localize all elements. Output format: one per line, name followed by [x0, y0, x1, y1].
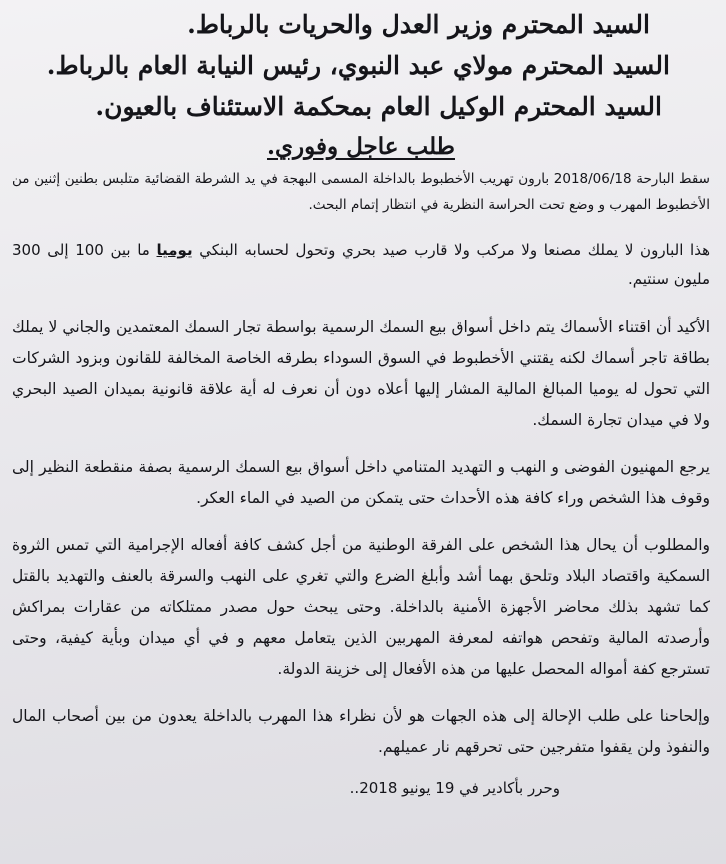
paragraph-insistence: وإلحاحنا على طلب الإحالة إلى هذه الجهات هو لأن نظراء هذا المهرب بالداخلة يعدون من بين أصحاب المال والنفوذ ولن يقفوا متفرجين حتى تحرقهم نار عميلهم. — [12, 707, 710, 756]
addressee-minister: السيد المحترم وزير العدل والحريات بالرباط. — [187, 10, 650, 39]
subject-text: طلب عاجل وفوري. — [267, 133, 455, 160]
addressee-public-prosecution-head: السيد المحترم مولاي عبد النبوي، رئيس النيابة العام بالرباط. — [46, 51, 670, 80]
paragraph-black-market: الأكيد أن اقتناء الأسماك يتم داخل أسواق بيع السمك الرسمية بواسطة تجار السمك المعتمدين والجاني لا يملك بطاقة تاجر أسماك لكنه يقتني الأخطبوط في السوق السوداء بطرقه الخاصة المخالفة للقانون وبزود الشركات التي تحول له يوميا المبالغ المالية المشار إليها أعلاه دون أن نعرف له أية علاقة قانونية بميدان الصيد البحري ولا في ميدان تجارة السمك. — [12, 318, 710, 429]
subject-line — [12, 133, 710, 160]
paragraph-request: والمطلوب أن يحال هذا الشخص على الفرقة الوطنية من أجل كشف كافة أفعاله الإجرامية التي تمس الثروة السمكية واقتصاد البلاد وتلحق بهما أشد وأبلغ الضرع والتي تغري على النهب والسرقة بالعنف والتهديد بالقتل كما تشهد بذلك محاضر الأجهزة الأمنية بالداخلة. وحتى يبحث حول مصدر ممتلكاته من عقارات بمراكش وأرصدته المالية وتفحص هواتفه لمعرفة المهربين الذين يتعامل معهم و في أي ميدان وبأية كيفية، وحتى تسترجع كفة أمواله المحصل عليها من هذه الأفعال إلى خزينة الدولة. — [12, 536, 710, 678]
paragraph-arrest: سقط البارحة 2018/06/18 بارون تهريب الأخطبوط بالداخلة المسمى البهجة في يد الشرطة القضائية متلبس بطنين إثنين من الأخطبوط المهرب و وضع تحت الحراسة النظرية في انتظار إتمام البحث. — [12, 171, 710, 213]
closing-date: وحرر بأكادير في 19 يونيو 2018.. — [349, 779, 560, 797]
daily-emphasis: يوميا — [156, 241, 193, 259]
income-text-end: ما بين 100 إلى 300 مليون سنتيم. — [12, 241, 710, 288]
addressee-prosecutor-general: السيد المحترم الوكيل العام بمحكمة الاستئناف بالعيون. — [95, 92, 662, 121]
paragraph-chaos: يرجع المهنيون الفوضى و النهب و التهديد المتنامي داخل أسواق بيع السمك الرسمية بصفة منقطعة النظير إلى وقوف هذا الشخص وراء كافة هذه الأحداث حتى يتمكن من الصيد في الماء العكر. — [12, 458, 710, 507]
paragraph-income — [12, 236, 710, 294]
income-text-start: هذا البارون لا يملك مصنعا ولا مركب ولا قارب صيد بحري وتحول لحسابه البنكي — [199, 241, 710, 259]
